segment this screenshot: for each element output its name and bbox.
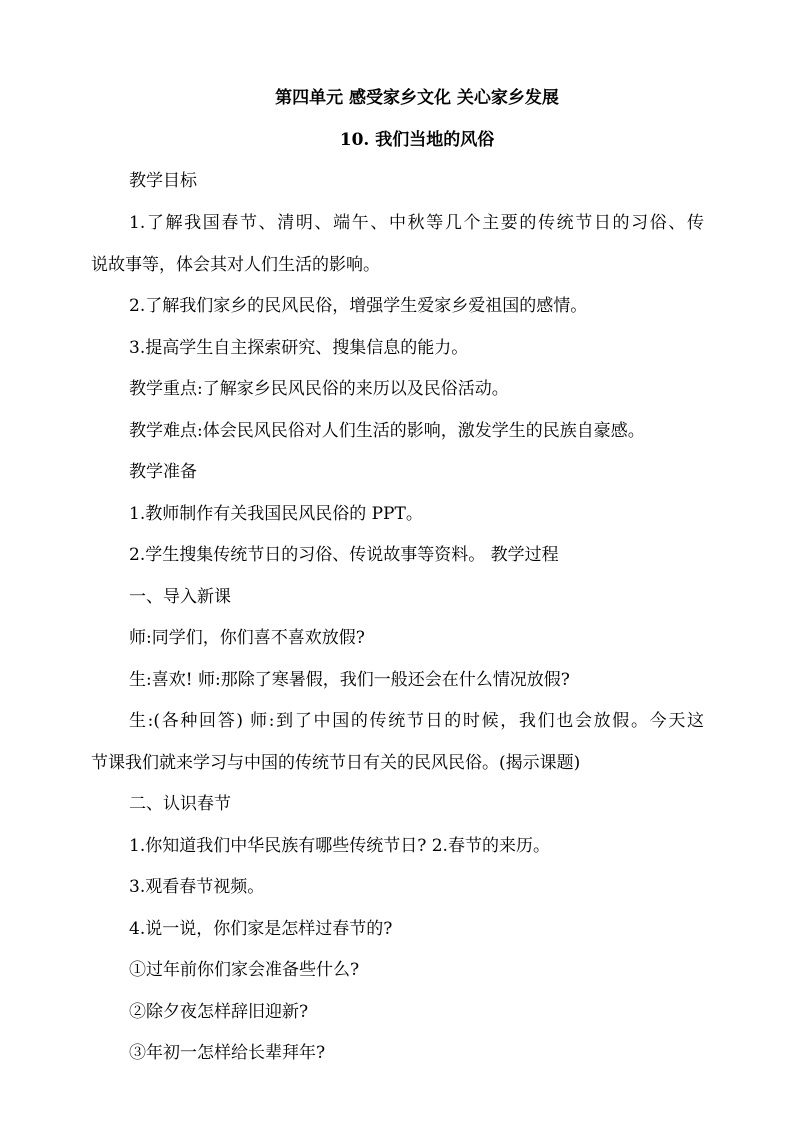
list-item: ②除夕夜怎样辞旧迎新? (129, 1002, 309, 1022)
section-heading-objectives: 教学目标 (129, 171, 197, 191)
section-heading-intro: 一、导入新课 (129, 587, 231, 607)
list-item: 4.说一说，你们家是怎样过春节的? (129, 919, 393, 939)
list-item: 1.你知道我们中华民族有哪些传统节日? 2.春节的来历。 (129, 836, 550, 856)
dialogue-line: 生:喜欢! 师:那除了寒暑假，我们一般还会在什么情况放假? (129, 670, 570, 690)
list-item: ①过年前你们家会准备些什么? (129, 960, 360, 980)
paragraph-line: 2.了解我们家乡的民风民俗，增强学生爱家乡爱祖国的感情。 (129, 296, 588, 316)
unit-title: 第四单元 感受家乡文化 关心家乡发展 (275, 88, 559, 108)
paragraph-line: 教学难点:体会民风民俗对人们生活的影响，激发学生的民族自豪感。 (129, 421, 645, 441)
paragraph-line: 说故事等，体会其对人们生活的影响。 (91, 255, 380, 275)
paragraph-line: 教学重点:了解家乡民风民俗的来历以及民俗活动。 (129, 379, 509, 399)
dialogue-line: 生:(各种回答) 师:到了中国的传统节日的时候，我们也会放假。今天这 (129, 711, 704, 731)
paragraph-line: 1.了解我国春节、清明、端午、中秋等几个主要的传统节日的习俗、传 (129, 213, 704, 233)
dialogue-line: 节课我们就来学习与中国的传统节日有关的民风民俗。(揭示课题) (91, 753, 581, 773)
lesson-title: 10. 我们当地的风俗 (339, 130, 495, 150)
paragraph-line: 1.教师制作有关我国民风民俗的 PPT。 (129, 504, 423, 524)
paragraph-line: 2.学生搜集传统节日的习俗、传说故事等资料。 教学过程 (129, 545, 559, 565)
dialogue-line: 师:同学们，你们喜不喜欢放假? (129, 628, 365, 648)
section-heading-preparation: 教学准备 (129, 462, 197, 482)
section-heading-spring-festival: 二、认识春节 (129, 794, 231, 814)
list-item: 3.观看春节视频。 (129, 877, 265, 897)
paragraph-line: 3.提高学生自主探索研究、搜集信息的能力。 (129, 338, 469, 358)
list-item: ③年初一怎样给长辈拜年? (129, 1043, 326, 1063)
